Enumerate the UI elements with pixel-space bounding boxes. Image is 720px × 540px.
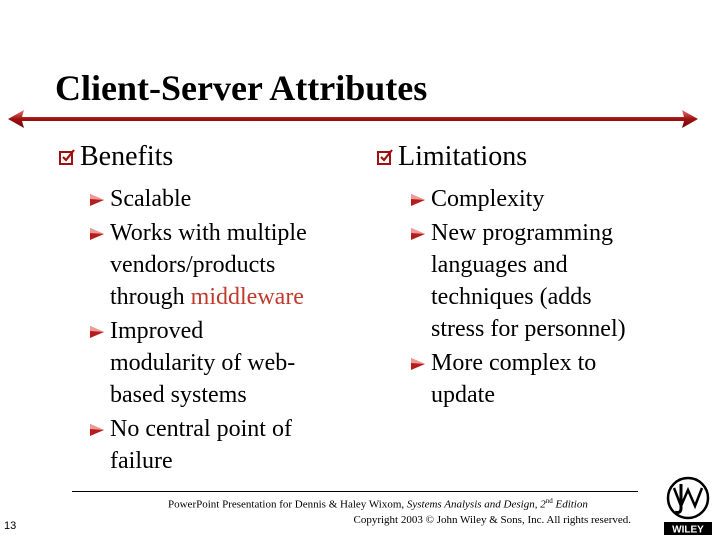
slide-title: Client-Server Attributes <box>55 68 428 108</box>
footer-line-2: Copyright 2003 © John Wiley & Sons, Inc. All rights reserved. <box>353 513 631 526</box>
footer-line-1: PowerPoint Presentation for Dennis & Haley Wixom, Systems Analysis and Design, 2nd Edition <box>168 497 588 511</box>
svg-text:WILEY: WILEY <box>672 524 704 536</box>
benefit-item-2: Works with multiple vendors/products through middleware <box>110 217 360 313</box>
bullet-arrow-icon <box>411 358 425 370</box>
footer-credits <box>168 494 631 528</box>
benefits-list <box>110 183 360 479</box>
slide-number: 13 <box>4 520 17 532</box>
middleware-highlight: middleware <box>190 284 304 310</box>
bullet-arrow-icon <box>90 228 104 240</box>
checkbox-icon <box>58 148 76 166</box>
benefit-item-3: Improved modularity of web- based systems <box>110 315 360 411</box>
bullet-arrow-icon <box>90 194 104 206</box>
title-divider-arrow <box>8 106 698 132</box>
footer-divider <box>72 491 638 492</box>
limitations-heading-text: Limitations <box>398 141 528 172</box>
checkbox-icon <box>376 148 394 166</box>
limitation-item-1: Complexity <box>431 183 691 215</box>
benefit-item-1: Scalable <box>110 183 360 215</box>
limitations-heading <box>398 140 527 174</box>
limitation-item-3: More complex to update <box>431 347 691 411</box>
bullet-arrow-icon <box>90 424 104 436</box>
benefit-item-4: No central point of failure <box>110 413 360 477</box>
bullet-arrow-icon <box>90 326 104 338</box>
benefits-heading-text: Benefits <box>80 141 174 172</box>
limitations-list <box>431 183 691 413</box>
limitation-item-2: New programming languages and techniques (adds stress for personnel) <box>431 217 691 345</box>
wiley-logo <box>663 474 713 536</box>
bullet-arrow-icon <box>411 228 425 240</box>
benefits-heading <box>80 140 173 174</box>
bullet-arrow-icon <box>411 194 425 206</box>
